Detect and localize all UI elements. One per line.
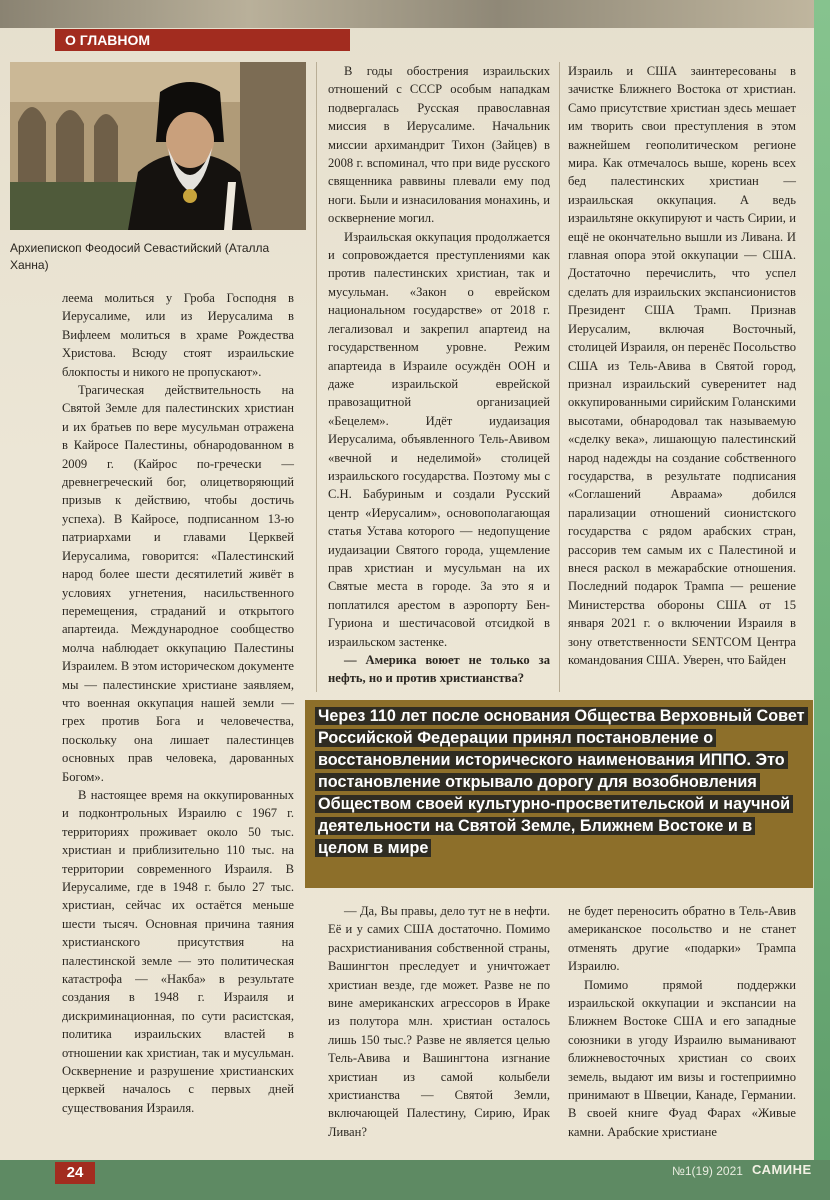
paragraph: Израильская оккупация продолжается и сопровождается преступлениями как против палестинских христиан, так и мусульман. «Закон о еврейском национальном государстве» от 2018 г. легализовал и закрепил апартеид на государственном уровне. Режим апартеида в Израиле осуждён ООН и даже израильской еврейской правозащитной организацией «Бецелем». Идёт иудаизация Иерусалима, объявленного Тель-Авивом «вечной и неделимой» столицей израильского государства. Поэтому мы с С.Н. Бабуриным и создали Русский центр «Иерусалим», основополагающая статья Устава которого — недопущение иудаизации Святого города, ущемление прав христиан и мусульман на их Святые места в городе. За это я и поплатился арестом в аэропорту Бен-Гуриона и шестичасовой отсидкой в израильском застенке.: [328, 229, 550, 649]
column-3-continued: [568, 902, 796, 1141]
paragraph: — Да, Вы правы, дело тут не в нефти. Её и у самих США достаточно. Помимо расхристианивания собственной страны, Вашингтон преследует и уничтожает христиан везде, где может. Разве не по вине американских агрессоров в Ираке из полутора млн. христиан осталось лишь 150 тыс.? Разве не является целью Тель-Авива и Вашингтона изгнание христиан из самой колыбели христианства — Святой Земли, включающей Палестину, Сирию, Ирак Ливан?: [328, 904, 550, 1139]
magazine-name: САМИНЕ: [752, 1162, 812, 1177]
right-edge-band: [814, 0, 830, 1200]
paragraph: леема молиться у Гроба Господня в Иерусалиме, или из Иерусалима в Вифлеем молиться в храме Рождества Христова. Всюду стоят израильские блокпосты и никого не пропускают».: [62, 291, 294, 379]
paragraph: В годы обострения израильских отношений с СССР особым нападкам подвергалась Русская православная миссия в Иерусалиме. Начальник миссии архимандрит Тихон (Зайцев) в 2008 г. вспоминал, что при виде русского священника раввины плевали ему под ноги. Были и изнасилования монахинь, и осквернение могил.: [328, 64, 550, 226]
photo-caption: Архиепископ Феодосий Севастийский (Аталла Ханна): [10, 241, 270, 272]
paragraph: Трагическая действительность на Святой Земле для палестинских христиан и их братьев по вере мусульман отражена в Кайросе Палестины, обнародованном в 2009 г. (Кайрос по-гречески — древнегреческий бог, олицетворяющий призыв к действию, чтобы достичь успеха). В Кайросе, подписанном 13-ю патриархами и главами Церквей Иерусалима, говорится: «Палестинский народ более шести десятилетий живёт в условиях угнетения, насильственного перемещения, страданий и открытого апартеида. Международное сообщество молча наблюдает оккупацию Палестины Израилем. В этом историческом документе мы — палестинские христиане заявляем, что военная оккупация нашей земли — грех против Бога и человечества, поскольку она лишает палестинцев основных прав человека, дарованных Богом».: [62, 383, 294, 784]
top-photo-band: [0, 0, 830, 28]
section-label: О ГЛАВНОМ: [55, 29, 350, 51]
issue-number: №1(19) 2021: [672, 1164, 743, 1178]
column-1: [62, 289, 294, 1117]
archbishop-photo: [10, 62, 306, 230]
callout-text: Через 110 лет после основания Общества Верховный Совет Российской Федерации принял постановление о восстановлении исторического наименования ИППО. Это постановление открывало дорогу для возобновления Обществом своей культурно-просветительской и научной деятельности на Святой Земле, Ближнем Востоке и в целом в мире: [315, 707, 808, 857]
archbishop-illustration: [10, 62, 306, 230]
paragraph: В настоящее время на оккупированных и подконтрольных Израилю с 1967 г. территориях проживает около 50 тыс. христиан и приблизительно 110 тыс. на территории современного Израиля. В Иерусалиме, где в 1948 г. было 27 тыс. христиан, сейчас их остаётся меньше шести тысяч. Основная причина таяния христианского присутствия на палестинской земле — это политическая катастрофа — «Накба» в результате создания в 1948 г. Израиля и дискриминационная, по сути расистская, политика израильских властей в отношении как христиан, так и мусульман. Осквернение и разрушение христианских церквей началось с первых дней существования Израиля.: [62, 787, 294, 1115]
column-divider: [316, 62, 317, 692]
paragraph: не будет переносить обратно в Тель-Авив американское посольство и не станет отменять другие «подарки» Трампа Израилю.: [568, 904, 796, 974]
column-divider: [559, 62, 560, 692]
paragraph: Помимо прямой поддержки израильской оккупации и экспансии на Ближнем Востоке США и его западные союзники в угоду Израилю выманивают ближневосточных христиан со своих земель, выдают им визы и гостеприимно принимают в Швеции, Канаде, Германии. В своей книге Фуад Фарах «Живые камни. Арабские христиане: [568, 977, 796, 1139]
paragraph: Израиль и США заинтересованы в зачистке Ближнего Востока от христиан. Само присутствие христиан здесь мешает им творить свои преступления в этом важнейшем геополитическом регионе мира. Как отмечалось выше, корень всех бед палестинских христиан — израильская оккупация. А ведь израильтяне оккупируют и часть Сирии, и ещё не окончательно вышли из Ливана. И главная опора этой оккупации — США. Достаточно перечислить, что успел сделать для израильских экспансионистов Президент США Трамп. Признав Иерусалим, включая Восточный, столицей Израиля, он перенёс Посольство США из Тель-Авива в Святой город, признал израильский суверенитет над оккупированными сирийским Голанскими высотами, обнародовал так называемую «сделку века», лишающую палестинский народ надежды на создание собственного государства, в результате подписания «Соглашений Авраама» добился парализации отношений сионистского государства с рядом арабских стран, рассорив тем самым их с Палестиной и внеся раскол в межарабские отношения. Последний подарок Трампа — решение Министерства обороны США от 15 января 2021 г. о включении Израиля в зону ответственности SENTCOM Центра командования США. Уверен, что Байден: [568, 64, 796, 667]
column-3: [568, 62, 796, 669]
callout-quote: [305, 700, 813, 888]
column-2: [328, 62, 550, 688]
question-subheading: — Америка воюет не только за нефть, но и против христианства?: [328, 653, 550, 686]
column-2-continued: [328, 902, 550, 1141]
page-number: 24: [55, 1162, 95, 1184]
